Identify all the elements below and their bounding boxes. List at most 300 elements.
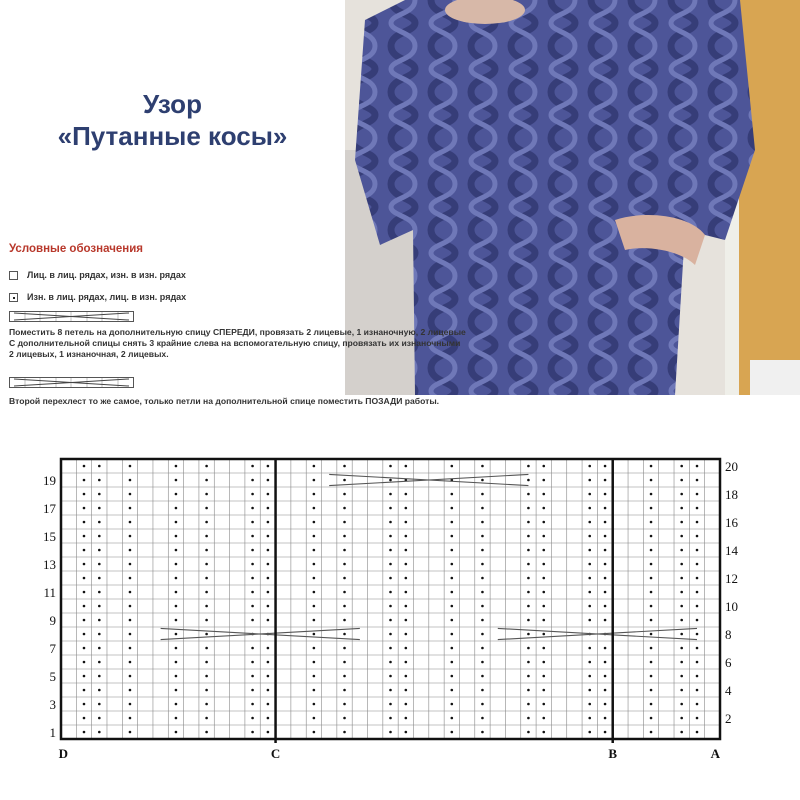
purl-dot: [129, 731, 132, 734]
purl-dot: [451, 717, 454, 720]
purl-dot: [481, 731, 484, 734]
purl-dot: [98, 591, 101, 594]
purl-dot: [680, 703, 683, 706]
purl-dot: [129, 563, 132, 566]
purl-dot: [175, 507, 178, 510]
purl-dot: [83, 577, 86, 580]
purl-dot: [343, 647, 346, 650]
purl-dot: [451, 535, 454, 538]
purl-dot: [650, 521, 653, 524]
purl-dot: [588, 661, 591, 664]
purl-dot: [696, 465, 699, 468]
purl-dot: [696, 717, 699, 720]
row-number-left: 1: [49, 725, 56, 740]
purl-dot: [205, 563, 208, 566]
purl-dot: [98, 647, 101, 650]
purl-dot: [98, 549, 101, 552]
legend-item-purl: [9, 292, 186, 302]
purl-dot: [527, 507, 530, 510]
purl-dot: [405, 703, 408, 706]
purl-dot: [680, 591, 683, 594]
purl-dot: [313, 493, 316, 496]
purl-dot: [267, 605, 270, 608]
purl-dot: [680, 521, 683, 524]
purl-dot: [680, 619, 683, 622]
purl-dot: [313, 465, 316, 468]
purl-dot: [129, 633, 132, 636]
purl-dot: [696, 661, 699, 664]
purl-dot: [542, 619, 545, 622]
purl-dot: [405, 731, 408, 734]
purl-dot: [542, 633, 545, 636]
purl-dot: [205, 661, 208, 664]
purl-dot: [696, 605, 699, 608]
purl-dot: [405, 549, 408, 552]
purl-dot: [405, 591, 408, 594]
purl-dot: [251, 549, 254, 552]
purl-dot: [251, 731, 254, 734]
purl-dot: [83, 479, 86, 482]
purl-dot: [650, 731, 653, 734]
purl-dot: [343, 591, 346, 594]
purl-dot: [405, 605, 408, 608]
purl-dot: [696, 493, 699, 496]
purl-dot: [451, 577, 454, 580]
cable-front-description: [9, 327, 466, 360]
purl-dot: [129, 717, 132, 720]
purl-dot: [542, 479, 545, 482]
purl-dot: [343, 661, 346, 664]
purl-dot: [129, 591, 132, 594]
purl-dot: [389, 563, 392, 566]
purl-dot: [481, 465, 484, 468]
purl-dot: [588, 577, 591, 580]
purl-dot: [175, 619, 178, 622]
purl-dot: [129, 647, 132, 650]
purl-dot: [481, 647, 484, 650]
purl-dot: [451, 493, 454, 496]
purl-dot: [83, 465, 86, 468]
purl-dot: [98, 535, 101, 538]
purl-dot: [251, 619, 254, 622]
purl-dot: [205, 493, 208, 496]
purl-dot: [251, 521, 254, 524]
purl-dot: [98, 507, 101, 510]
purl-dot: [680, 479, 683, 482]
purl-dot: [604, 661, 607, 664]
purl-dot: [680, 633, 683, 636]
purl-dot: [588, 591, 591, 594]
purl-dot: [650, 675, 653, 678]
purl-dot: [313, 521, 316, 524]
purl-dot: [267, 661, 270, 664]
purl-dot: [481, 689, 484, 692]
purl-dot: [451, 521, 454, 524]
purl-dot: [481, 549, 484, 552]
purl-dot: [343, 689, 346, 692]
purl-dot: [205, 591, 208, 594]
cable-back-icon: [9, 377, 135, 389]
purl-dot: [604, 507, 607, 510]
purl-dot: [98, 521, 101, 524]
purl-dot: [313, 577, 316, 580]
row-number-right: 10: [725, 599, 738, 614]
purl-dot: [588, 703, 591, 706]
purl-dot: [696, 549, 699, 552]
purl-dot: [98, 661, 101, 664]
purl-dot: [680, 717, 683, 720]
purl-dot: [604, 703, 607, 706]
purl-dot: [205, 731, 208, 734]
purl-dot: [542, 549, 545, 552]
purl-dot: [343, 619, 346, 622]
purl-dot: [175, 493, 178, 496]
row-number-right: 20: [725, 459, 738, 474]
purl-dot: [389, 465, 392, 468]
purl-dot: [83, 647, 86, 650]
purl-dot: [527, 717, 530, 720]
purl-dot: [696, 507, 699, 510]
purl-dot: [343, 675, 346, 678]
purl-dot: [604, 731, 607, 734]
purl-dot: [604, 535, 607, 538]
purl-dot: [251, 661, 254, 664]
purl-dot: [542, 661, 545, 664]
purl-dot: [98, 465, 101, 468]
purl-dot: [527, 703, 530, 706]
purl-dot: [542, 521, 545, 524]
purl-dot: [313, 633, 316, 636]
purl-dot: [313, 647, 316, 650]
purl-dot: [389, 675, 392, 678]
purl-dot: [83, 507, 86, 510]
purl-dot: [680, 549, 683, 552]
purl-dot: [389, 661, 392, 664]
purl-dot: [205, 507, 208, 510]
purl-dot: [527, 605, 530, 608]
purl-dot: [129, 493, 132, 496]
purl-dot: [129, 619, 132, 622]
purl-dot: [83, 549, 86, 552]
purl-dot: [175, 661, 178, 664]
purl-dot: [175, 535, 178, 538]
purl-dot: [175, 675, 178, 678]
purl-dot: [313, 703, 316, 706]
purl-dot: [83, 717, 86, 720]
purl-dot: [588, 465, 591, 468]
purl-dot: [343, 731, 346, 734]
purl-dot: [481, 563, 484, 566]
purl-dot: [481, 717, 484, 720]
purl-dot: [267, 675, 270, 678]
purl-dot: [251, 605, 254, 608]
purl-dot: [83, 605, 86, 608]
purl-dot: [451, 619, 454, 622]
purl-dot: [83, 703, 86, 706]
purl-dot: [98, 717, 101, 720]
purl-dot: [267, 591, 270, 594]
purl-dot: [680, 493, 683, 496]
purl-dot: [451, 465, 454, 468]
purl-dot: [405, 563, 408, 566]
purl-dot: [389, 633, 392, 636]
purl-dot: [267, 465, 270, 468]
purl-dot: [313, 661, 316, 664]
purl-dot: [451, 605, 454, 608]
purl-dot: [98, 493, 101, 496]
purl-dot: [175, 479, 178, 482]
purl-dot: [527, 661, 530, 664]
purl-dot: [205, 633, 208, 636]
purl-dot: [527, 493, 530, 496]
row-number-left: 19: [43, 473, 56, 488]
purl-dot: [129, 465, 132, 468]
purl-dot: [83, 689, 86, 692]
purl-dot: [83, 633, 86, 636]
purl-dot: [542, 647, 545, 650]
purl-dot: [267, 507, 270, 510]
purl-dot: [98, 563, 101, 566]
purl-dot: [405, 689, 408, 692]
purl-dot: [98, 675, 101, 678]
dot-square-icon: [9, 293, 18, 302]
purl-dot: [588, 731, 591, 734]
purl-dot: [129, 689, 132, 692]
purl-dot: [175, 633, 178, 636]
purl-dot: [343, 479, 346, 482]
row-number-left: 9: [49, 613, 56, 628]
purl-dot: [205, 675, 208, 678]
purl-dot: [313, 689, 316, 692]
purl-dot: [604, 605, 607, 608]
purl-dot: [175, 605, 178, 608]
purl-dot: [650, 479, 653, 482]
purl-dot: [527, 549, 530, 552]
purl-dot: [267, 479, 270, 482]
purl-dot: [680, 661, 683, 664]
purl-dot: [650, 577, 653, 580]
purl-dot: [604, 675, 607, 678]
purl-dot: [650, 591, 653, 594]
section-letter: A: [710, 746, 720, 760]
purl-dot: [129, 675, 132, 678]
purl-dot: [604, 619, 607, 622]
purl-dot: [588, 535, 591, 538]
purl-dot: [175, 563, 178, 566]
purl-dot: [175, 703, 178, 706]
legend-item-knit: [9, 270, 186, 280]
purl-dot: [175, 591, 178, 594]
purl-dot: [389, 521, 392, 524]
purl-dot: [98, 605, 101, 608]
purl-dot: [98, 479, 101, 482]
purl-dot: [680, 507, 683, 510]
purl-dot: [175, 647, 178, 650]
row-number-left: 7: [49, 641, 56, 656]
purl-dot: [696, 689, 699, 692]
purl-dot: [267, 549, 270, 552]
purl-dot: [542, 717, 545, 720]
purl-dot: [604, 521, 607, 524]
purl-dot: [542, 703, 545, 706]
purl-dot: [604, 591, 607, 594]
purl-dot: [604, 647, 607, 650]
purl-dot: [205, 577, 208, 580]
purl-dot: [451, 731, 454, 734]
purl-dot: [405, 507, 408, 510]
purl-dot: [343, 633, 346, 636]
purl-dot: [205, 689, 208, 692]
purl-dot: [205, 647, 208, 650]
purl-dot: [389, 717, 392, 720]
purl-dot: [205, 717, 208, 720]
purl-dot: [129, 577, 132, 580]
purl-dot: [405, 661, 408, 664]
row-number-right: 8: [725, 627, 732, 642]
purl-dot: [83, 661, 86, 664]
purl-dot: [389, 605, 392, 608]
purl-dot: [129, 549, 132, 552]
purl-dot: [313, 619, 316, 622]
purl-dot: [680, 535, 683, 538]
purl-dot: [129, 507, 132, 510]
purl-dot: [389, 689, 392, 692]
purl-dot: [405, 577, 408, 580]
purl-dot: [251, 493, 254, 496]
purl-dot: [405, 465, 408, 468]
purl-dot: [588, 689, 591, 692]
purl-dot: [251, 689, 254, 692]
purl-dot: [405, 521, 408, 524]
purl-dot: [481, 521, 484, 524]
purl-dot: [405, 535, 408, 538]
purl-dot: [313, 605, 316, 608]
cable-front-icon: [9, 311, 135, 323]
row-number-left: 17: [43, 501, 56, 516]
purl-dot: [588, 619, 591, 622]
purl-dot: [251, 591, 254, 594]
purl-dot: [251, 507, 254, 510]
title-line-2: «Путанные косы»: [57, 121, 288, 151]
row-number-left: 3: [49, 697, 56, 712]
purl-dot: [451, 689, 454, 692]
purl-dot: [129, 703, 132, 706]
purl-dot: [267, 619, 270, 622]
purl-dot: [205, 619, 208, 622]
purl-dot: [343, 493, 346, 496]
purl-dot: [696, 535, 699, 538]
purl-dot: [98, 619, 101, 622]
purl-dot: [129, 535, 132, 538]
purl-dot: [83, 731, 86, 734]
purl-dot: [267, 535, 270, 538]
purl-dot: [83, 521, 86, 524]
purl-dot: [389, 647, 392, 650]
purl-dot: [313, 479, 316, 482]
purl-dot: [83, 493, 86, 496]
purl-dot: [405, 633, 408, 636]
purl-dot: [389, 535, 392, 538]
cable-front-line-1: Поместить 8 петель на дополнительную спицу СПЕРЕДИ, провязать 2 лицевые, 1 изнаночную, 2 лицевые: [9, 327, 466, 337]
purl-dot: [696, 731, 699, 734]
purl-dot: [650, 703, 653, 706]
purl-dot: [389, 493, 392, 496]
purl-dot: [267, 731, 270, 734]
purl-dot: [451, 661, 454, 664]
purl-dot: [588, 675, 591, 678]
legend-item-knit-label: Лиц. в лиц. рядах, изн. в изн. рядах: [27, 270, 186, 280]
purl-dot: [481, 661, 484, 664]
purl-dot: [604, 479, 607, 482]
row-number-right: 12: [725, 571, 738, 586]
purl-dot: [451, 563, 454, 566]
purl-dot: [205, 479, 208, 482]
title-line-1: Узор: [143, 89, 202, 119]
purl-dot: [451, 549, 454, 552]
purl-dot: [405, 493, 408, 496]
purl-dot: [604, 717, 607, 720]
row-number-right: 6: [725, 655, 732, 670]
purl-dot: [542, 731, 545, 734]
purl-dot: [604, 465, 607, 468]
purl-dot: [343, 549, 346, 552]
purl-dot: [604, 577, 607, 580]
purl-dot: [129, 605, 132, 608]
purl-dot: [389, 703, 392, 706]
purl-dot: [389, 507, 392, 510]
purl-dot: [405, 619, 408, 622]
purl-dot: [604, 549, 607, 552]
purl-dot: [481, 535, 484, 538]
purl-dot: [650, 647, 653, 650]
purl-dot: [680, 675, 683, 678]
purl-dot: [267, 563, 270, 566]
purl-dot: [389, 619, 392, 622]
purl-dot: [175, 465, 178, 468]
row-number-right: 2: [725, 711, 732, 726]
purl-dot: [251, 717, 254, 720]
purl-dot: [98, 689, 101, 692]
purl-dot: [481, 675, 484, 678]
purl-dot: [343, 521, 346, 524]
legend-item-purl-label: Изн. в лиц. рядах, лиц. в изн. рядах: [27, 292, 187, 302]
purl-dot: [83, 619, 86, 622]
purl-dot: [650, 493, 653, 496]
purl-dot: [481, 703, 484, 706]
purl-dot: [588, 549, 591, 552]
purl-dot: [527, 521, 530, 524]
purl-dot: [129, 661, 132, 664]
purl-dot: [451, 675, 454, 678]
purl-dot: [542, 493, 545, 496]
row-number-left: 5: [49, 669, 56, 684]
cable-front-line-3: 2 лицевых, 1 изнаночная, 2 лицевых.: [9, 349, 169, 359]
row-number-right: 18: [725, 487, 738, 502]
purl-dot: [527, 689, 530, 692]
purl-dot: [343, 535, 346, 538]
purl-dot: [343, 465, 346, 468]
purl-dot: [405, 675, 408, 678]
purl-dot: [205, 521, 208, 524]
purl-dot: [680, 563, 683, 566]
purl-dot: [343, 577, 346, 580]
purl-dot: [680, 605, 683, 608]
purl-dot: [267, 493, 270, 496]
purl-dot: [389, 549, 392, 552]
purl-dot: [267, 689, 270, 692]
purl-dot: [527, 563, 530, 566]
purl-dot: [680, 465, 683, 468]
